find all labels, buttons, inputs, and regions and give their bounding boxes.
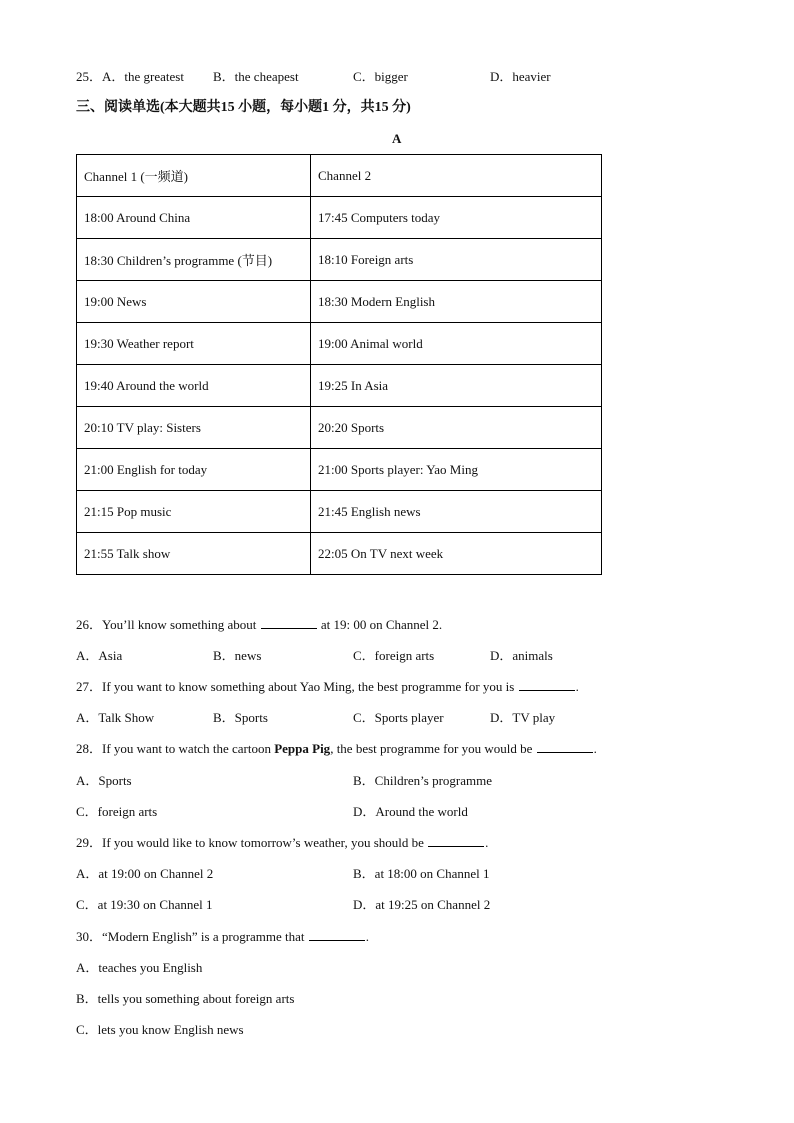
passage-label: A bbox=[392, 131, 402, 146]
q25-option-c: C．bigger bbox=[353, 69, 408, 84]
table-cell: 17:45 Computers today bbox=[311, 197, 602, 239]
table-header-row bbox=[77, 155, 602, 197]
q27-option-c: C．Sports player bbox=[353, 710, 444, 725]
table-row bbox=[77, 533, 602, 575]
table-row bbox=[77, 323, 602, 365]
q25-option-d: D．heavier bbox=[490, 69, 551, 84]
q27-option-b: B．Sports bbox=[213, 710, 268, 725]
q28-option-a: A．Sports bbox=[76, 773, 132, 788]
q26-option-c: C．foreign arts bbox=[353, 648, 435, 663]
q30-stem: 30．“Modern English” is a programme that . bbox=[76, 929, 370, 944]
answer-blank bbox=[537, 741, 593, 753]
table-cell: 19:25 In Asia bbox=[311, 365, 602, 407]
cartoon-title: Peppa Pig bbox=[274, 741, 331, 756]
answer-blank bbox=[309, 929, 365, 941]
q27-stem: 27．If you want to know something about Yao Ming, the best programme for you is . bbox=[76, 679, 579, 694]
q27-option-a: A．Talk Show bbox=[76, 710, 155, 725]
q25-option-b: B．the cheapest bbox=[213, 69, 299, 84]
q28-option-d: D．Around the world bbox=[353, 804, 468, 819]
q30-option-c: C．lets you know English news bbox=[76, 1022, 244, 1037]
table-row bbox=[77, 281, 602, 323]
q26-stem: 26．You’ll know something about at 19: 00 on Channel 2. bbox=[76, 617, 443, 632]
q29-option-a: A．at 19:00 on Channel 2 bbox=[76, 866, 214, 881]
q26-option-b: B．news bbox=[213, 648, 262, 663]
q29-option-c: C．at 19:30 on Channel 1 bbox=[76, 897, 213, 912]
table-cell: 19:40 Around the world bbox=[77, 365, 311, 407]
q28-stem: 28．If you want to watch the cartoon Peppa Pig, the best programme for you would be . bbox=[76, 741, 597, 756]
table-row bbox=[77, 449, 602, 491]
q29-option-d: D．at 19:25 on Channel 2 bbox=[353, 897, 491, 912]
header-channel-2: Channel 2 bbox=[311, 155, 602, 197]
answer-blank bbox=[519, 679, 575, 691]
table-row bbox=[77, 491, 602, 533]
table-cell: 21:55 Talk show bbox=[77, 533, 311, 575]
answer-blank bbox=[261, 617, 317, 629]
tv-schedule-table bbox=[76, 154, 602, 575]
table-cell: 20:10 TV play: Sisters bbox=[77, 407, 311, 449]
table-row bbox=[77, 365, 602, 407]
table-cell: 18:30 Modern English bbox=[311, 281, 602, 323]
table-cell: 18:00 Around China bbox=[77, 197, 311, 239]
table-cell: 19:00 Animal world bbox=[311, 323, 602, 365]
table-cell: 18:30 Children’s programme (节目) bbox=[77, 239, 311, 281]
header-channel-1: Channel 1 (一频道) bbox=[77, 155, 311, 197]
table-cell: 18:10 Foreign arts bbox=[311, 239, 602, 281]
table-row bbox=[77, 197, 602, 239]
table-cell: 19:30 Weather report bbox=[77, 323, 311, 365]
q30-option-b: B．tells you something about foreign arts bbox=[76, 991, 295, 1006]
q29-stem: 29．If you would like to know tomorrow’s weather, you should be . bbox=[76, 835, 489, 850]
q25-option-a: 25．A．the greatest bbox=[76, 69, 184, 84]
table-row bbox=[77, 407, 602, 449]
section-heading: 三、阅读单选(本大题共15 小题，每小题1 分，共15 分) bbox=[76, 100, 411, 115]
q30-option-a: A．teaches you English bbox=[76, 960, 203, 975]
table-row bbox=[77, 239, 602, 281]
table-cell: 19:00 News bbox=[77, 281, 311, 323]
table-cell: 22:05 On TV next week bbox=[311, 533, 602, 575]
q27-option-d: D．TV play bbox=[490, 710, 556, 725]
table-cell: 21:00 English for today bbox=[77, 449, 311, 491]
table-cell: 21:15 Pop music bbox=[77, 491, 311, 533]
q26-option-a: A．Asia bbox=[76, 648, 123, 663]
q29-option-b: B．at 18:00 on Channel 1 bbox=[353, 866, 490, 881]
q28-option-b: B．Children’s programme bbox=[353, 773, 493, 788]
q26-option-d: D．animals bbox=[490, 648, 553, 663]
table-cell: 20:20 Sports bbox=[311, 407, 602, 449]
q28-option-c: C．foreign arts bbox=[76, 804, 158, 819]
table-cell: 21:00 Sports player: Yao Ming bbox=[311, 449, 602, 491]
table-cell: 21:45 English news bbox=[311, 491, 602, 533]
answer-blank bbox=[428, 835, 484, 847]
